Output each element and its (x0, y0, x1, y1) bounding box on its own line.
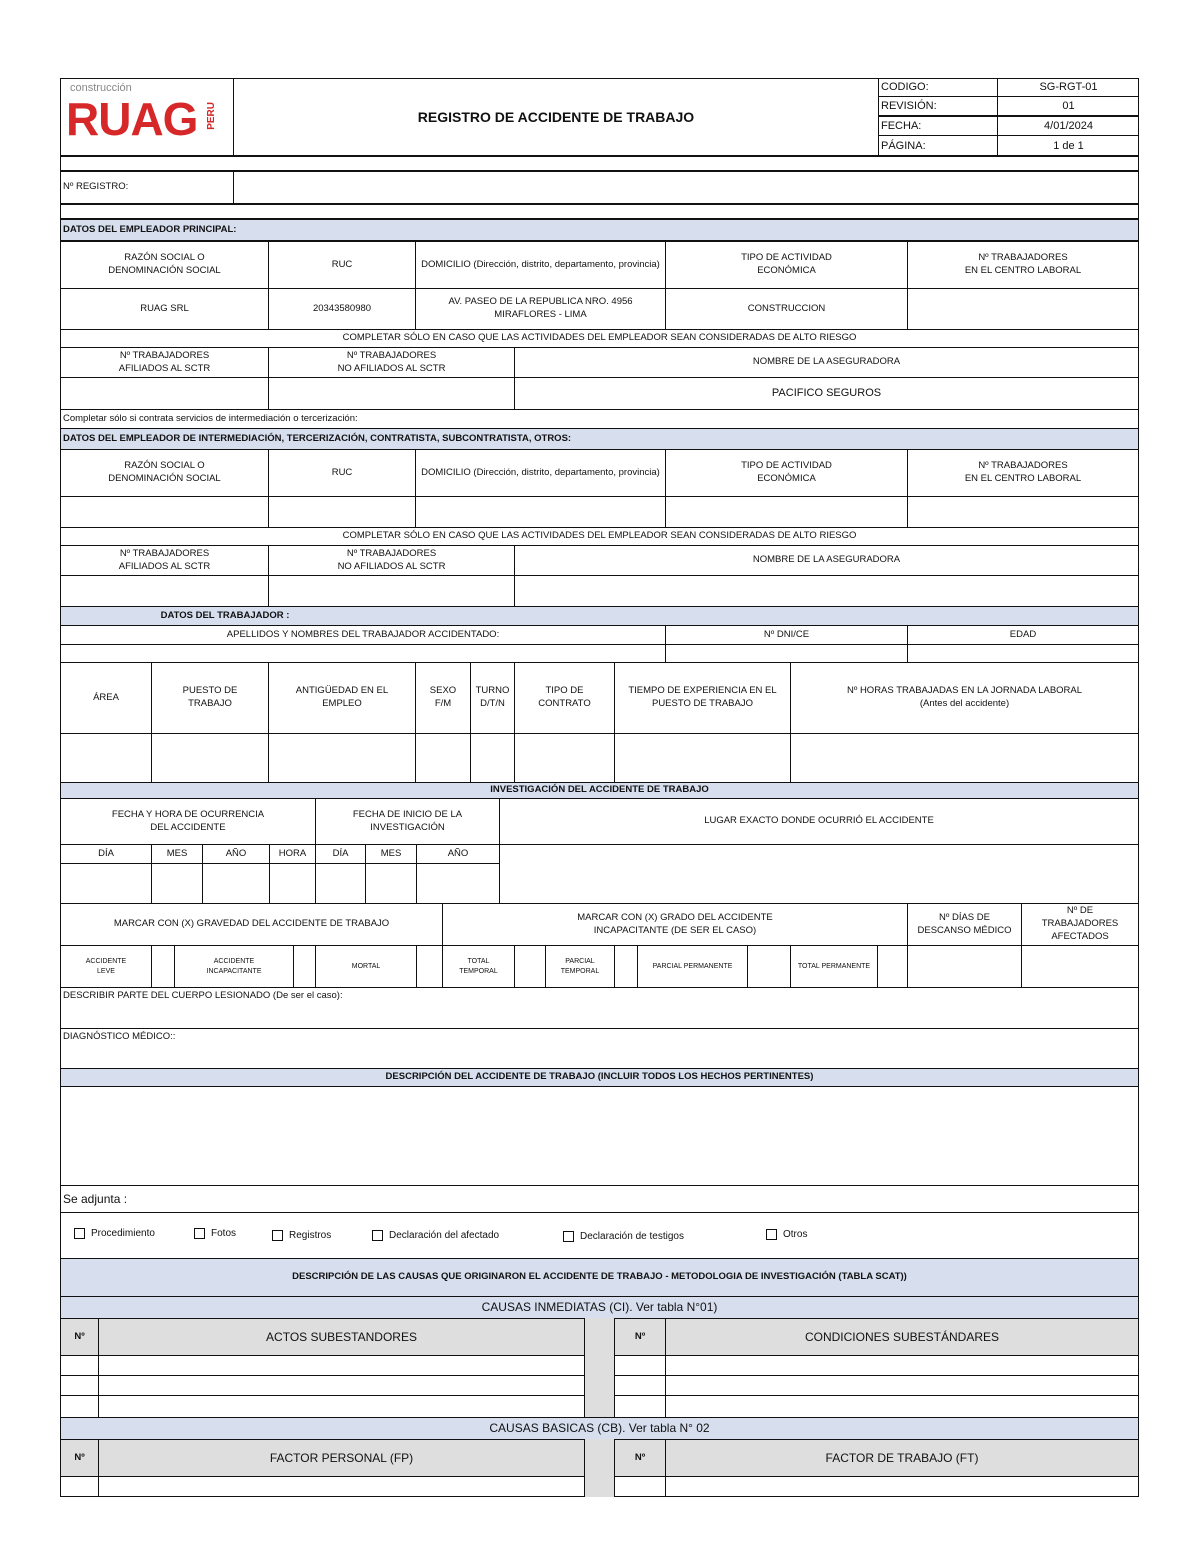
anexo-label: Declaración de testigos (580, 1231, 684, 1242)
table-row[interactable] (98, 1395, 585, 1418)
col-num: Nº (74, 1451, 85, 1463)
checkbox-leve[interactable] (151, 945, 175, 988)
sexo-input[interactable] (415, 733, 471, 783)
dia-input[interactable] (60, 863, 152, 904)
anexo-procedimiento[interactable] (74, 1228, 155, 1239)
col-edad: EDAD (1009, 628, 1037, 640)
mes-input[interactable] (365, 863, 417, 904)
value-trabajadores[interactable] (907, 288, 1139, 330)
dni-input[interactable] (665, 644, 908, 663)
col-grado: MARCAR CON (X) GRADO DEL ACCIDENTE INCAPACITANTE (DE SER EL CASO) (577, 911, 773, 936)
col-factor-personal: FACTOR PERSONAL (FP) (269, 1450, 414, 1465)
meta-value: 1 de 1 (1053, 139, 1084, 152)
logo-side-text: PERU (206, 102, 217, 130)
col-antiguedad: ANTIGÜEDAD EN EL EMPLEO (295, 685, 389, 709)
col-ruc: RUC (331, 258, 353, 270)
anexo-declaracion-testigos[interactable] (563, 1231, 684, 1242)
col-hora: HORA (278, 847, 307, 859)
table-row[interactable] (665, 1375, 1139, 1396)
gutter (585, 1318, 615, 1418)
table-row[interactable] (614, 1355, 666, 1376)
opcion-leve: ACCIDENTE LEVE (85, 958, 127, 975)
col-ocurrencia: FECHA Y HORA DE OCURRENCIA DEL ACCIDENTE (111, 808, 265, 833)
registro-label: Nº REGISTRO: (63, 181, 129, 193)
anexo-label: Otros (783, 1229, 808, 1240)
col-inicio-investigacion: FECHA DE INICIO DE LA INVESTIGACIÓN (352, 808, 463, 833)
table-row[interactable] (665, 1476, 1139, 1497)
col-no-afiliados: Nº TRABAJADORES NO AFILIADOS AL SCTR (337, 349, 446, 374)
col-dia: DÍA (332, 847, 349, 859)
meta-value: SG-RGT-01 (1039, 81, 1098, 94)
col-aseguradora: NOMBRE DE LA ASEGURADORA (752, 554, 901, 566)
table-row[interactable] (614, 1476, 666, 1497)
anexo-label: Fotos (211, 1228, 237, 1239)
dia-input[interactable] (315, 863, 366, 904)
afiliados-input[interactable] (60, 575, 269, 607)
meta-label: REVISIÓN: (881, 99, 937, 112)
table-row[interactable] (60, 1355, 99, 1376)
value-ruc[interactable]: 20343580980 (312, 302, 372, 314)
col-afiliados: Nº TRABAJADORES AFILIADOS AL SCTR (118, 547, 211, 572)
opcion-parcial-permanente: PARCIAL PERMANENTE (652, 962, 733, 970)
table-row[interactable] (60, 1476, 99, 1497)
adjunta-label: Se adjunta : (63, 1191, 128, 1206)
anexo-label: Procedimiento (91, 1228, 155, 1239)
checkbox-icon[interactable] (766, 1229, 777, 1240)
antiguedad-input[interactable] (268, 733, 416, 783)
horas-input[interactable] (790, 733, 1139, 783)
contrato-input[interactable] (514, 733, 615, 783)
checkbox-icon[interactable] (74, 1228, 85, 1239)
col-factor-trabajo: FACTOR DE TRABAJO (FT) (825, 1450, 979, 1465)
col-num: Nº (74, 1330, 85, 1342)
meta-value: 01 (1062, 99, 1075, 112)
alto-riesgo-note: COMPLETAR SÓLO EN CASO QUE LAS ACTIVIDADES DEL EMPLEADOR SEAN CONSIDERADAS DE ALTO RIESGO (342, 530, 857, 542)
ano-input[interactable] (416, 863, 500, 904)
hora-input[interactable] (269, 863, 316, 904)
spacer-row (60, 204, 1139, 219)
col-actividad: TIPO DE ACTIVIDAD ECONÓMICA (741, 460, 832, 484)
opcion-total-permanente: TOTAL PERMANENTE (797, 962, 871, 970)
section-intermediacion: DATOS DEL EMPLEADOR DE INTERMEDIACIÓN, TERCERIZACIÓN, CONTRATISTA, SUBCONTRATISTA, OTROS: (63, 432, 572, 444)
table-row[interactable] (665, 1355, 1139, 1376)
checkbox-icon[interactable] (194, 1228, 205, 1239)
input-razon-social[interactable] (60, 496, 269, 528)
no-afiliados-input[interactable] (268, 575, 515, 607)
input-domicilio[interactable] (415, 496, 666, 528)
table-row[interactable] (665, 1395, 1139, 1418)
opcion-incapacitante: ACCIDENTE INCAPACITANTE (206, 958, 262, 975)
intermediacion-note: Completar sólo si contrata servicios de intermediación o tercerización: (63, 412, 358, 424)
col-num: Nº (634, 1451, 646, 1463)
edad-input[interactable] (907, 644, 1139, 663)
aseguradora-input[interactable] (514, 575, 1139, 607)
table-row[interactable] (98, 1476, 585, 1497)
section-investigacion: INVESTIGACIÓN DEL ACCIDENTE DE TRABAJO (490, 784, 709, 796)
aseguradora-value[interactable]: PACIFICO SEGUROS (771, 387, 882, 400)
input-trabajadores[interactable] (907, 496, 1139, 528)
col-trabajadores: Nº TRABAJADORES EN EL CENTRO LABORAL (964, 252, 1082, 276)
col-razon-social: RAZÓN SOCIAL O DENOMINACIÓN SOCIAL (108, 460, 221, 484)
checkbox-icon[interactable] (372, 1230, 383, 1241)
anexo-fotos[interactable] (194, 1228, 236, 1239)
causas-inmediatas: CAUSAS INMEDIATAS (CI). Ver tabla N°01) (481, 1300, 718, 1315)
logo-small-text: construcción (70, 82, 132, 94)
opcion-total-temporal: TOTAL TEMPORAL (459, 958, 498, 975)
col-aseguradora: NOMBRE DE LA ASEGURADORA (752, 356, 901, 368)
input-ruc[interactable] (268, 496, 416, 528)
checkbox-icon[interactable] (563, 1231, 574, 1242)
table-row[interactable] (60, 1395, 99, 1418)
checkbox-mortal[interactable] (416, 945, 443, 988)
anexo-declaracion-afectado[interactable] (372, 1230, 499, 1241)
logo-main-text: RUAG (66, 93, 198, 145)
descripcion-textarea[interactable] (60, 1086, 1139, 1186)
table-row[interactable] (614, 1375, 666, 1396)
section-trabajador: DATOS DEL TRABAJADOR : (160, 609, 290, 621)
col-mes: MES (380, 847, 402, 859)
col-dni: Nº DNI/CE (763, 628, 810, 640)
col-ano: AÑO (447, 847, 469, 859)
no-afiliados-input[interactable] (268, 377, 515, 410)
afiliados-input[interactable] (60, 377, 269, 410)
opcion-mortal: MORTAL (351, 962, 381, 970)
col-actividad: TIPO DE ACTIVIDAD ECONÓMICA (741, 252, 832, 276)
form-title: REGISTRO DE ACCIDENTE DE TRABAJO (417, 108, 695, 125)
checkbox-incapacitante[interactable] (293, 945, 316, 988)
section-empleador: DATOS DEL EMPLEADOR PRINCIPAL: (63, 223, 237, 235)
value-actividad[interactable]: CONSTRUCCION (747, 302, 826, 314)
nombre-input[interactable] (60, 644, 666, 663)
table-row[interactable] (98, 1355, 585, 1376)
col-ruc: RUC (331, 466, 353, 478)
table-row[interactable] (614, 1395, 666, 1418)
gutter (585, 1439, 615, 1497)
experiencia-input[interactable] (614, 733, 791, 783)
checkbox-parcial-permanente[interactable] (747, 945, 791, 988)
col-domicilio: DOMICILIO (Dirección, distrito, departamento, provincia) (421, 258, 660, 270)
diagnostico-label: DIAGNÓSTICO MÉDICO:: (63, 1030, 176, 1042)
col-afiliados: Nº TRABAJADORES AFILIADOS AL SCTR (118, 349, 211, 374)
table-row[interactable] (60, 1375, 99, 1396)
meta-label: CODIGO: (881, 81, 929, 94)
causas-basicas: CAUSAS BASICAS (CB). Ver tabla N° 02 (489, 1421, 710, 1436)
meta-value: 4/01/2024 (1044, 119, 1093, 132)
value-razon-social[interactable]: RUAG SRL (140, 302, 189, 314)
col-sexo: SEXO F/M (429, 685, 457, 709)
checkbox-total-permanente[interactable] (877, 945, 908, 988)
meta-label: PÁGINA: (881, 139, 926, 152)
dias-input[interactable] (907, 945, 1022, 988)
afectados-input[interactable] (1021, 945, 1139, 988)
anexo-registros[interactable] (272, 1230, 331, 1241)
col-dias-descanso: Nº DÍAS DE DESCANSO MÉDICO (917, 911, 1012, 936)
meta-label: FECHA: (881, 119, 922, 132)
area-input[interactable] (60, 733, 152, 783)
col-condiciones: CONDICIONES SUBESTÁNDARES (804, 1329, 1000, 1344)
spacer-row (60, 156, 1139, 171)
col-contrato: TIPO DE CONTRATO (538, 685, 591, 709)
ano-input[interactable] (202, 863, 270, 904)
col-experiencia: TIEMPO DE EXPERIENCIA EN EL PUESTO DE TRABAJO (628, 685, 777, 709)
cuerpo-lesionado-label: DESCRIBIR PARTE DEL CUERPO LESIONADO (De ser el caso): (63, 989, 343, 1001)
col-domicilio: DOMICILIO (Dirección, distrito, departamento, provincia) (421, 466, 660, 478)
company-logo (66, 82, 230, 152)
col-area: ÁREA (93, 691, 119, 703)
opcion-parcial-temporal: PARCIAL TEMPORAL (560, 958, 600, 975)
checkbox-icon[interactable] (272, 1230, 283, 1241)
checkbox-parcial-temporal[interactable] (614, 945, 638, 988)
col-turno: TURNO D/T/N (475, 685, 510, 709)
col-puesto: PUESTO DE TRABAJO (182, 685, 238, 709)
col-ano: AÑO (225, 847, 247, 859)
table-row[interactable] (98, 1375, 585, 1396)
col-gravedad: MARCAR CON (X) GRAVEDAD DEL ACCIDENTE DE TRABAJO (113, 918, 390, 930)
value-domicilio[interactable]: AV. PASEO DE LA REPUBLICA NRO. 4956 MIRAFLORES - LIMA (448, 296, 633, 320)
checkbox-total-temporal[interactable] (514, 945, 546, 988)
anexo-label: Declaración del afectado (389, 1230, 500, 1241)
col-trabajadores: Nº TRABAJADORES EN EL CENTRO LABORAL (964, 460, 1082, 484)
mes-input[interactable] (151, 863, 203, 904)
section-causas: DESCRIPCIÓN DE LAS CAUSAS QUE ORIGINARON EL ACCIDENTE DE TRABAJO - METODOLOGIA DE INVESTIGACIÓN (TABLA SCAT)) (292, 1271, 907, 1283)
registro-input[interactable] (234, 171, 1139, 204)
anexo-label: Registros (289, 1230, 332, 1241)
lugar-input[interactable] (499, 844, 1139, 904)
col-lugar: LUGAR EXACTO DONDE OCURRIÓ EL ACCIDENTE (704, 815, 934, 827)
puesto-input[interactable] (151, 733, 269, 783)
anexo-otros[interactable] (766, 1229, 807, 1240)
col-actos: ACTOS SUBESTANDORES (266, 1329, 417, 1344)
section-descripcion: DESCRIPCIÓN DEL ACCIDENTE DE TRABAJO (INCLUIR TODOS LOS HECHOS PERTINENTES) (385, 1071, 814, 1083)
col-mes: MES (166, 847, 188, 859)
col-razon-social: RAZÓN SOCIAL O DENOMINACIÓN SOCIAL (108, 252, 221, 276)
col-num: Nº (634, 1330, 646, 1342)
col-nombre-trabajador: APELLIDOS Y NOMBRES DEL TRABAJADOR ACCIDENTADO: (226, 628, 500, 640)
turno-input[interactable] (470, 733, 515, 783)
col-afectados: Nº DE TRABAJADORES AFECTADOS (1041, 905, 1119, 942)
col-no-afiliados: Nº TRABAJADORES NO AFILIADOS AL SCTR (337, 547, 446, 572)
alto-riesgo-note: COMPLETAR SÓLO EN CASO QUE LAS ACTIVIDADES DEL EMPLEADOR SEAN CONSIDERADAS DE ALTO RIESGO (342, 332, 857, 344)
col-dia: DÍA (98, 847, 114, 859)
input-actividad[interactable] (665, 496, 908, 528)
col-horas: Nº HORAS TRABAJADAS EN LA JORNADA LABORAL (Antes del accidente) (846, 685, 1083, 709)
